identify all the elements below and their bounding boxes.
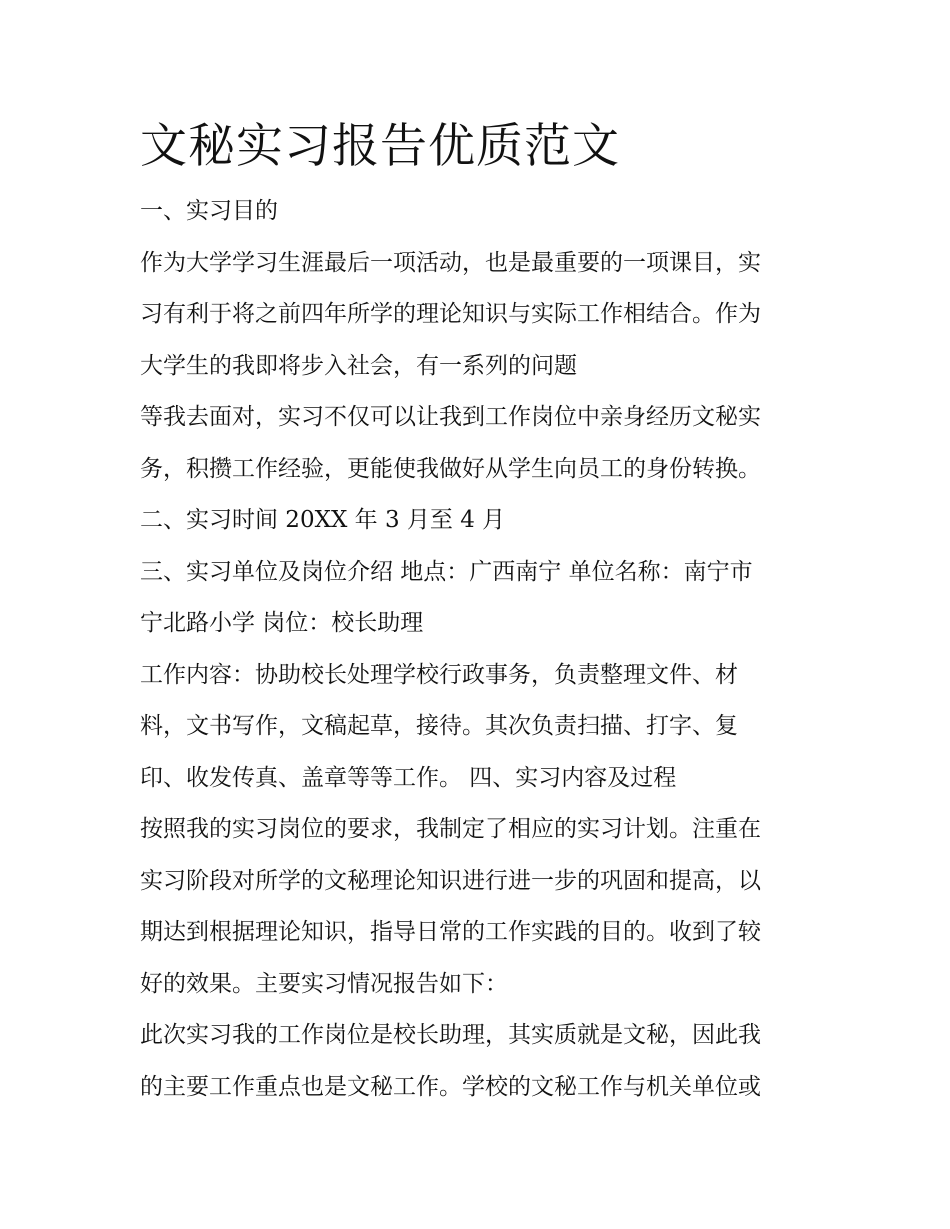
body-line: 好的效果。主要实习情况报告如下： (140, 970, 508, 997)
body-line: 此次实习我的工作岗位是校长助理，其实质就是文秘，因此我 (140, 1022, 761, 1048)
body-line: 工作内容：协助校长处理学校行政事务，负责整理文件、材 (140, 661, 738, 688)
section-heading-time: 二、实习时间 20XX 年 3 月至 4 月 (140, 507, 506, 533)
body-line: 实习阶段对所学的文秘理论知识进行进一步的巩固和提高，以 (140, 867, 761, 894)
body-line: 等我去面对，实习不仅可以让我到工作岗位中亲身经历文秘实 (140, 404, 761, 430)
section-heading-purpose: 一、实习目的 (140, 198, 278, 224)
body-line: 宁北路小学 岗位：校长助理 (140, 610, 424, 636)
body-line: 印、收发传真、盖章等等工作。 四、实习内容及过程 (140, 764, 677, 791)
document-title: 文秘实习报告优质范文 (140, 119, 620, 174)
body-line: 按照我的实习岗位的要求，我制定了相应的实习计划。注重在 (140, 816, 761, 842)
body-line: 务，积攒工作经验，更能使我做好从学生向员工的身份转换。 (140, 455, 761, 482)
body-line: 期达到根据理论知识，指导日常的工作实践的目的。收到了较 (140, 919, 761, 945)
body-line: 大学生的我即将步入社会，有一系列的问题 (140, 352, 577, 379)
document-page (140, 112, 812, 1113)
body-line: 的主要工作重点也是文秘工作。学校的文秘工作与机关单位或 (140, 1073, 761, 1100)
body-line: 作为大学学习生涯最后一项活动，也是最重要的一项课目，实 (140, 249, 761, 276)
body-line: 料，文书写作，文稿起草，接待。其次负责扫描、打字、复 (140, 713, 738, 739)
section-heading-unit: 三、实习单位及岗位介绍 地点：广西南宁 单位名称：南宁市 (140, 558, 753, 585)
body-line: 习有利于将之前四年所学的理论知识与实际工作相结合。作为 (140, 301, 761, 327)
